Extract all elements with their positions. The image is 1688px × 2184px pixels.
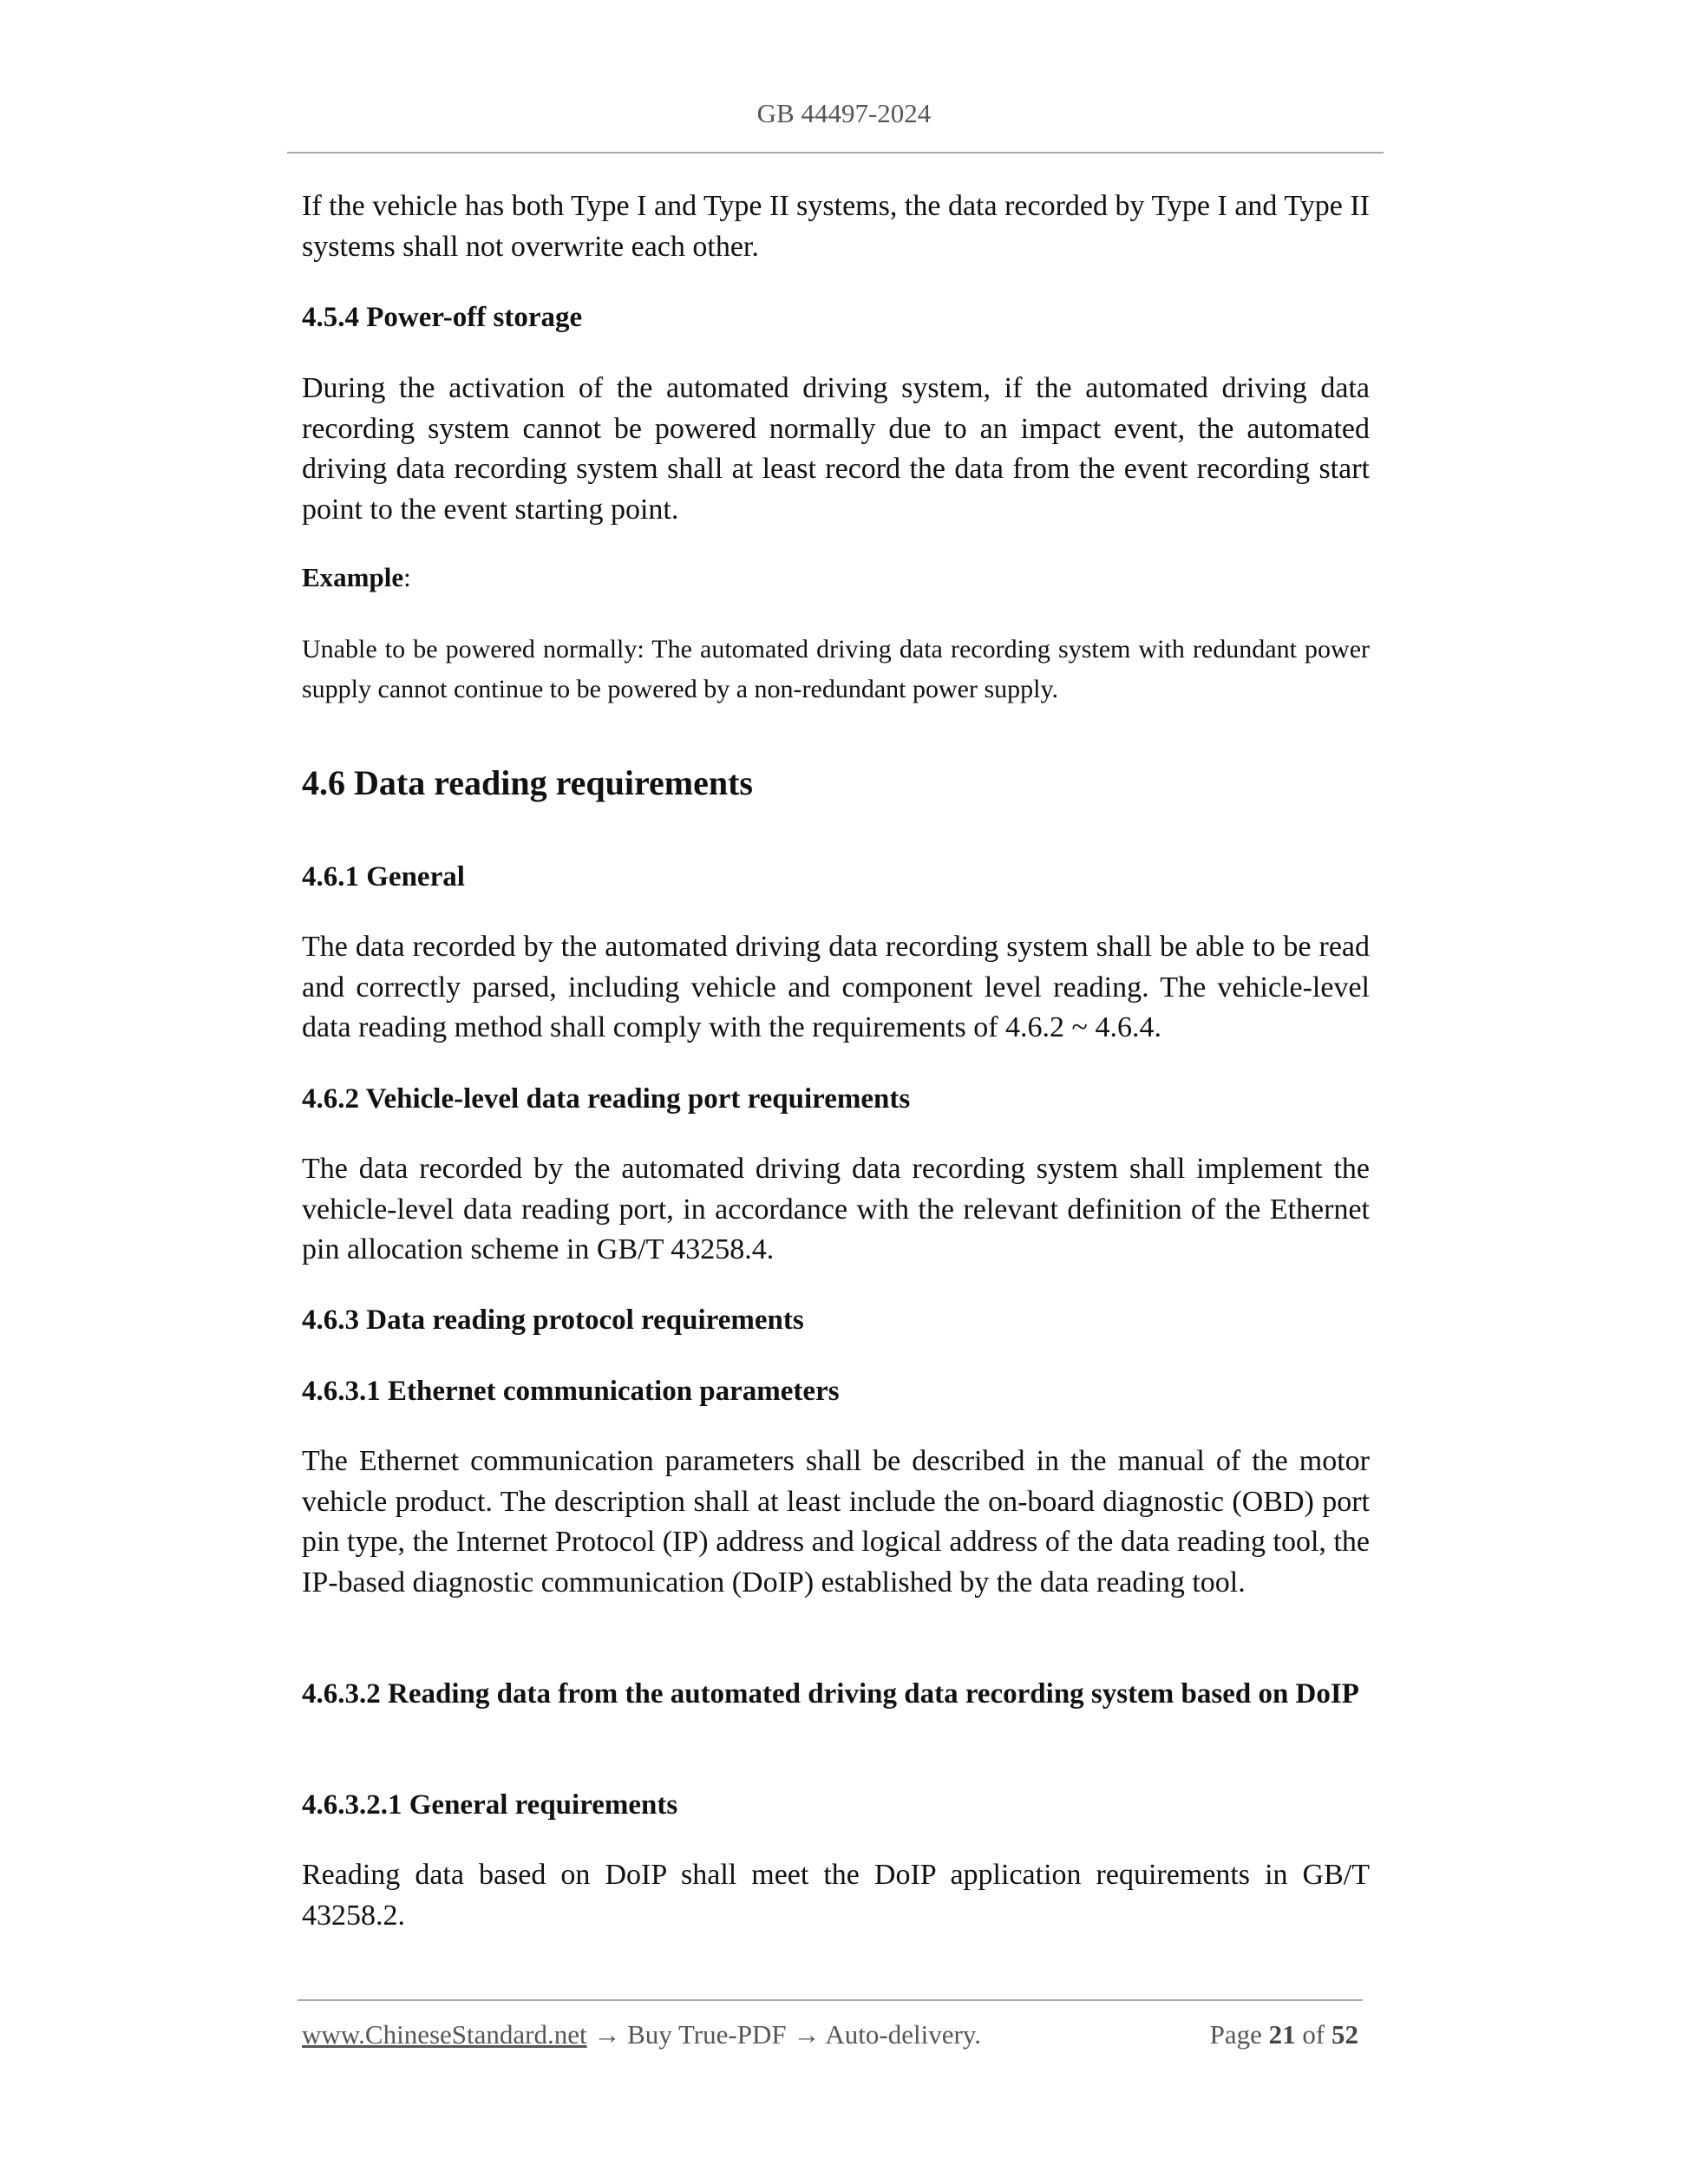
colon: :: [403, 562, 411, 592]
paragraph: If the vehicle has both Type I and Type II systems, the data recorded by Type I and Type II systems shall not overwrite each other.: [302, 190, 1370, 263]
section-heading-4-6-3: 4.6.3 Data reading protocol requirements: [302, 1305, 804, 1336]
paragraph: The data recorded by the automated driving data recording system shall be able to be read and correctly parsed, including vehicle and component level reading. The vehicle-level data reading method shall comply with the requirements of 4.6.2 ~ 4.6.4.: [302, 931, 1370, 1043]
page-indicator: [1210, 2019, 1358, 2050]
delivery-text: Auto-delivery.: [825, 2019, 982, 2050]
section-heading-4-5-4: 4.5.4 Power-off storage: [302, 302, 583, 333]
section-heading-4-6-1: 4.6.1 General: [302, 861, 465, 893]
paragraph: The Ethernet communication parameters shall be described in the manual of the motor vehicle product. The description shall at least include the on-board diagnostic (OBD) port pin type, the Internet Protocol (IP) address and logical address of the data reading tool, the IP-based diagnostic communication (DoIP) established by the data reading tool.: [302, 1445, 1370, 1599]
section-heading-4-6-3-1: 4.6.3.1 Ethernet communication parameters: [302, 1376, 840, 1407]
section-heading-4-6: 4.6 Data reading requirements: [302, 763, 753, 802]
footer-left: [302, 2019, 981, 2050]
document-header: GB 44497-2024: [756, 98, 932, 128]
website-link[interactable]: www.ChineseStandard.net: [302, 2019, 587, 2050]
header-divider: [287, 152, 1384, 154]
section-heading-4-6-3-2: 4.6.3.2 Reading data from the automated driving data recording system based on DoIP: [302, 1678, 1359, 1710]
arrow-right-icon: →: [593, 2019, 621, 2050]
page-number: 21: [1268, 2019, 1296, 2050]
of-word: of: [1302, 2019, 1325, 2050]
section-heading-4-6-3-2-1: 4.6.3.2.1 General requirements: [302, 1789, 678, 1821]
paragraph: Reading data based on DoIP shall meet the DoIP application requirements in GB/T 43258.2.: [302, 1859, 1370, 1932]
page-word: Page: [1209, 2019, 1262, 2050]
example-text: Unable to be powered normally: The automated driving data recording system with redundant power supply cannot continue to be powered by a non-redundant power supply.: [302, 635, 1370, 703]
section-heading-4-6-2: 4.6.2 Vehicle-level data reading port requirements: [302, 1083, 911, 1115]
example-label: [302, 558, 1370, 598]
paragraph: The data recorded by the automated driving data recording system shall implement the vehicle-level data reading port, in accordance with the relevant definition of the Ethernet pin allocation scheme in GB/T 43258.4.: [302, 1153, 1370, 1265]
page-total: 52: [1331, 2019, 1358, 2050]
paragraph: During the activation of the automated driving system, if the automated driving data recording system cannot be powered normally due to an impact event, the automated driving data recording system shall at least record the data from the event recording start point to the event starting point.: [302, 372, 1370, 526]
arrow-right-icon: →: [793, 2019, 821, 2050]
buy-text: Buy True-PDF: [627, 2019, 787, 2050]
footer-divider: [298, 1999, 1363, 2001]
example-label-text: Example: [302, 562, 404, 592]
